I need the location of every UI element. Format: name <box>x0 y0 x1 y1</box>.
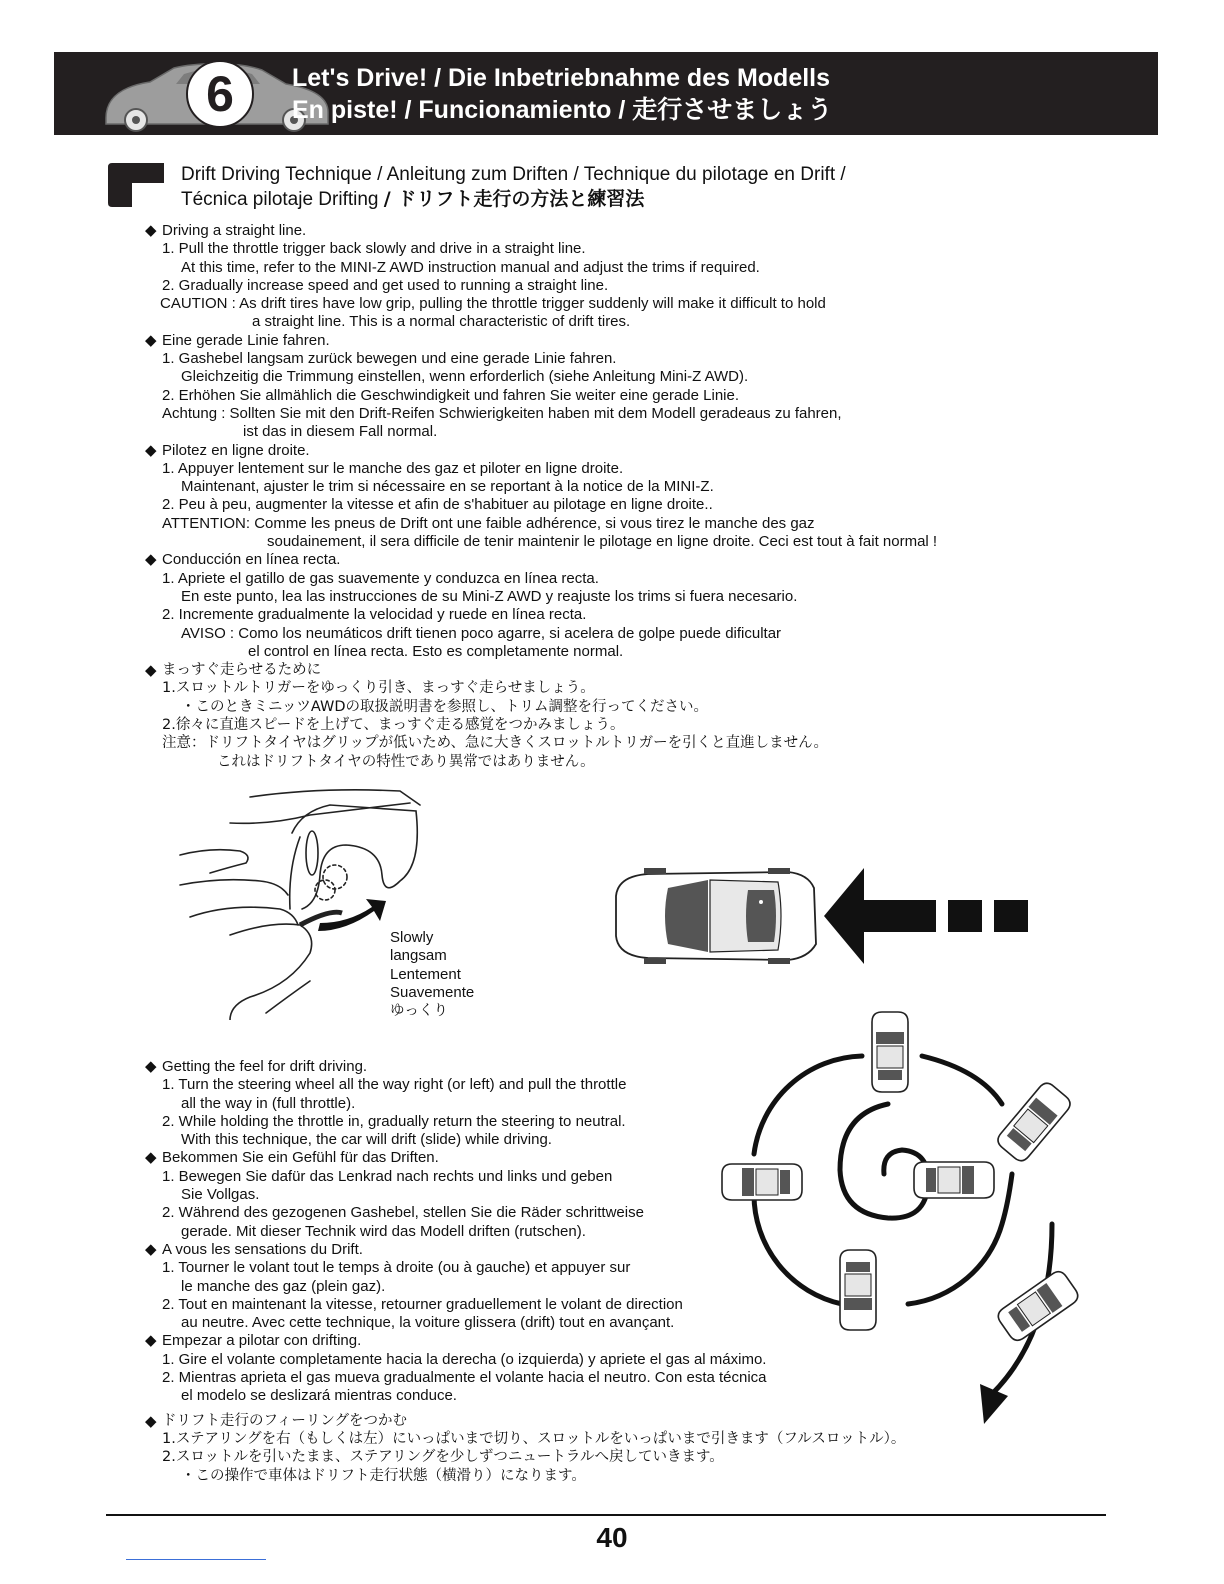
section-number: 6 <box>206 66 234 122</box>
car-icon-center <box>914 1162 994 1198</box>
heading-en: ◆ Driving a straight line. <box>145 222 937 240</box>
footer-divider <box>106 1514 1106 1516</box>
heading-jp: ◆ まっすぐ走らせるために <box>145 661 937 679</box>
page-number: 40 <box>596 1522 628 1553</box>
drift-heading-es: ◆ Empezar a pilotar con drifting. <box>145 1332 905 1350</box>
heading-de: ◆ Eine gerade Linie fahren. <box>145 332 937 350</box>
straight-drive-illustration <box>608 866 1032 966</box>
drift-heading-jp: ◆ ドリフト走行のフィーリングをつかむ <box>145 1412 905 1430</box>
car-icon-right-top <box>994 1080 1073 1164</box>
heading-fr: ◆ Pilotez en ligne droite. <box>145 442 937 460</box>
drift-heading-en: ◆ Getting the feel for drift driving. <box>145 1058 905 1076</box>
drift-feel-instructions: ◆ Getting the feel for drift driving. 1. Turn the steering wheel all the way right (or left) and pull the throttle all the way in (full throttle). 2. While holding the throttle in, gradually return the steering to neutral. With this technique, the car will drift (slide) while driving. ◆ Bekommen Sie ein Gefühl für das Driften. 1. Bewegen Sie dafür das Lenkrad nach rechts und links und geben Sie Vollgas. 2. Während des gezogenen Gashebel, stellen Sie die Räder schrittweise gerade. Mit dieser Technik wird das Modell driften (rutschen). ◆ A vous les sensations du Drift. 1. Tourner le volant tout le temps à droite (ou à gauche) et appuyer sur le manche des gaz (plein gaz). 2. Tout en maintenant la vitesse, retourner graduellement le volant de direction au neutre. Avec cette technique, la voiture glissera (drift) tout en avançant. ◆ Empezar a pilotar con drifting. 1. Gire el volante completamente hacia la derecha (o izquierda) y apriete el gas al máximo. 2. Mientras aprieta el gas mueva gradualmente el volante hacia el neutro. Con esta técnica el modelo se deslizará mientras conduce. ◆ ドリフト走行のフィーリングをつかむ 1.ステアリングを右（もしくは左）にいっぱいまで切り、スロットルをいっぱいまで引きます（フルスロットル）。 2.スロットルを引いたまま、ステアリングを少しずつニュートラルへ戻していきます。 ・この操作で車体はドリフト走行状態（横滑り）になります。 <box>145 1058 905 1485</box>
drift-heading-fr: ◆ A vous les sensations du Drift. <box>145 1241 905 1259</box>
section-title-line-1: Drift Driving Technique / Anleitung zum Driften / Technique du pilotage en Drift / <box>181 164 846 185</box>
section-title-line-2: Técnica pilotaje Drifting / ドリフト走行の方法と練習法 <box>181 188 645 210</box>
car-icon-top <box>872 1012 908 1092</box>
heading-es: ◆ Conducción en línea recta. <box>145 551 937 569</box>
header-banner <box>54 52 1158 135</box>
car-icon-left <box>722 1164 802 1200</box>
car-icon-right-bottom <box>995 1268 1081 1343</box>
drift-spiral-illustration <box>712 1004 1092 1434</box>
title-line-2: En piste! / Funcionamiento / 走行させましょう <box>292 96 833 124</box>
title-line-1: Let's Drive! / Die Inbetriebnahme des Modells <box>292 64 831 92</box>
page-title <box>292 62 832 126</box>
car-top-view-icon <box>616 868 816 964</box>
big-arrow-icon <box>824 868 914 964</box>
slowly-label: Slowly langsam Lentement Suavemente ゆっくり <box>390 929 475 1020</box>
section-marker-icon <box>108 163 164 207</box>
link-underline <box>126 1559 266 1560</box>
car-icon-bottom <box>840 1250 876 1330</box>
drift-heading-de: ◆ Bekommen Sie ein Gefühl für das Driften. <box>145 1149 905 1167</box>
section-title <box>181 162 846 212</box>
straight-line-instructions: ◆ Driving a straight line. 1. Pull the throttle trigger back slowly and drive in a straight line. At this time, refer to the MINI-Z AWD instruction manual and adjust the trims if required. 2. Gradually increase speed and get used to running a straight line. CAUTION : As drift tires have low grip, pulling the throttle trigger suddenly will make it difficult to hold a straight line. This is a normal characteristic of drift tires. ◆ Eine gerade Linie fahren. 1. Gashebel langsam zurück bewegen und eine gerade Linie fahren. Gleichzeitig die Trimmung einstellen, wenn erforderlich (siehe Anleitung Mini-Z AWD). 2. Erhöhen Sie allmählich die Geschwindigkeit und fahren Sie weiter eine gerade Linie. Achtung : Sollten Sie mit den Drift-Reifen Schwierigkeiten haben mit dem Modell geradeaus zu fahren, ist das in diesem Fall normal. ◆ Pilotez en ligne droite. 1. Appuyer lentement sur le manche des gaz et piloter en ligne droite. Maintenant, ajuster le trim si nécessaire en se reportant à la notice de la MINI-Z. 2. Peu à peu, augmenter la vitesse et afin de s'habituer au pilotage en ligne droite.. ATTENTION: Comme les pneus de Drift ont une faible adhérence, si vous tirez le manche des gaz soudainement, il sera difficile de tenir maintenir le pilotage en ligne droite. Ceci est tout à fait normal ! ◆ Conducción en línea recta. 1. Apriete el gatillo de gas suavemente y conduzca en línea recta. En este punto, lea las instrucciones de su Mini-Z AWD y reajuste los trims si fuera necesario. 2. Incremente gradualmente la velocidad y ruede en línea recta. AVISO : Como los neumáticos drift tienen poco agarre, si acelera de golpe puede dificultar el control en línea recta. Esto es completamente normal. ◆ まっすぐ走らせるために 1.スロットルトリガーをゆっくり引き、まっすぐ走らせましょう。 ・このときミニッツAWDの取扱説明書を参照し、トリム調整を行ってください。 2.徐々に直進スピードを上げて、まっすぐ走る感覚をつかみましょう。 注意：ドリフトタイヤはグリップが低いため、急に大きくスロットルトリガーを引くと直進しません。 これはドリフトタイヤの特性であり異常ではありません。 <box>145 222 937 771</box>
spiral-arrow-icon <box>980 1384 1008 1424</box>
